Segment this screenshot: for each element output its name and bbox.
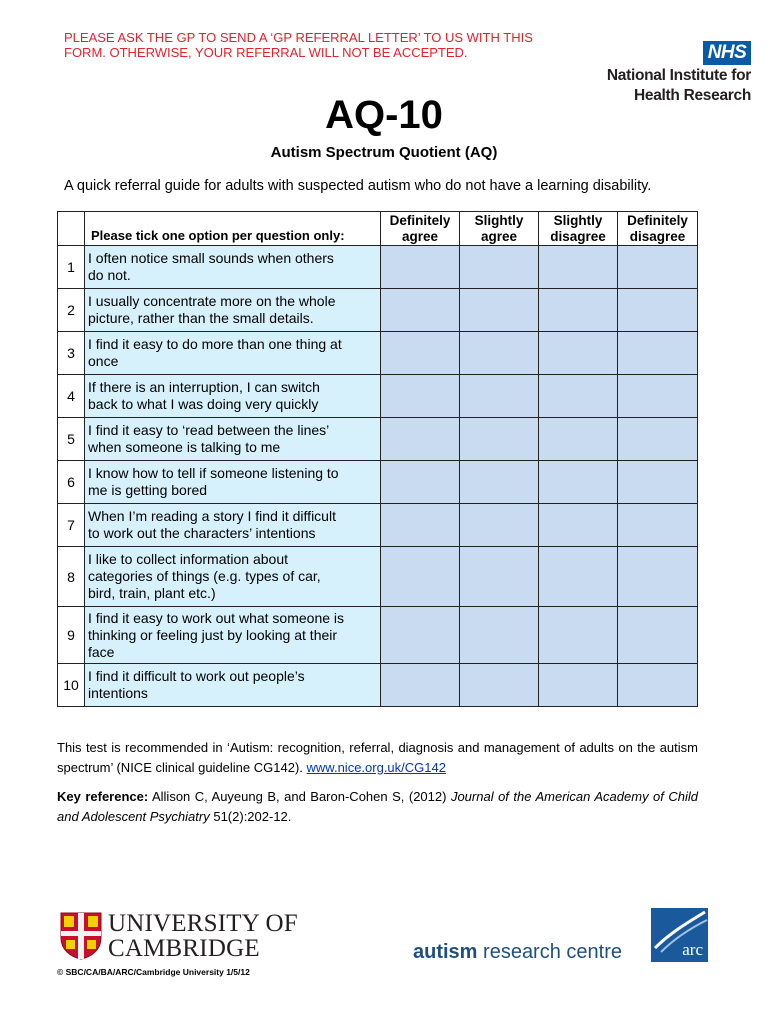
- tick-box-slightly-disagree[interactable]: [539, 547, 618, 607]
- question-text-line: I find it easy to work out what someone is: [88, 609, 345, 626]
- question-text: [85, 332, 381, 375]
- nihr-line-1: National Institute for: [606, 67, 751, 84]
- question-row: [58, 418, 698, 461]
- question-text-line: I find it difficult to work out people’s: [88, 668, 305, 684]
- question-text-line: to work out the characters’ intentions: [88, 525, 316, 541]
- question-text: [85, 289, 381, 332]
- header-option-line: agree: [480, 229, 518, 244]
- tick-box-slightly-agree[interactable]: [460, 664, 539, 707]
- table-header-row: [58, 212, 698, 246]
- cambridge-logo-text: [108, 911, 298, 961]
- tick-box-slightly-disagree[interactable]: [539, 664, 618, 707]
- recommendation-paragraph: [57, 738, 698, 777]
- tick-box-definitely-agree[interactable]: [381, 504, 460, 547]
- question-text-line: me is getting bored: [88, 482, 208, 498]
- tick-box-definitely-agree[interactable]: [381, 664, 460, 707]
- header-option-line: Definitely: [627, 213, 688, 228]
- nhs-logo: NHS: [703, 41, 751, 65]
- tick-box-slightly-disagree[interactable]: [539, 418, 618, 461]
- tick-box-slightly-disagree[interactable]: [539, 332, 618, 375]
- question-number: 1: [58, 246, 85, 289]
- tick-box-definitely-disagree[interactable]: [618, 504, 698, 547]
- tick-box-definitely-agree[interactable]: [381, 289, 460, 332]
- question-text-line: when someone is talking to me: [88, 439, 281, 455]
- question-text-line: If there is an interruption, I can switch: [88, 379, 320, 395]
- tick-box-slightly-agree[interactable]: [460, 547, 539, 607]
- question-number: 9: [58, 607, 85, 664]
- question-number: 3: [58, 332, 85, 375]
- tick-box-slightly-agree[interactable]: [460, 607, 539, 664]
- question-number: 7: [58, 504, 85, 547]
- question-text-line: bird, train, plant etc.): [88, 585, 216, 601]
- tick-box-slightly-agree[interactable]: [460, 375, 539, 418]
- question-text: [85, 664, 381, 707]
- recommendation-text: This test is recommended in ‘Autism: recognition, referral, diagnosis and management of adults on the autism spectrum’ (NICE clinical guideline CG142).: [57, 740, 698, 775]
- question-text-line: I like to collect information about: [88, 551, 288, 567]
- tick-box-definitely-disagree[interactable]: [618, 332, 698, 375]
- arc-text-rest: research centre: [483, 941, 622, 963]
- question-row: [58, 289, 698, 332]
- tick-box-definitely-agree[interactable]: [381, 461, 460, 504]
- tick-box-definitely-disagree[interactable]: [618, 547, 698, 607]
- tick-box-definitely-agree[interactable]: [381, 375, 460, 418]
- tick-box-slightly-disagree[interactable]: [539, 607, 618, 664]
- key-reference-label: Key reference:: [57, 789, 149, 804]
- nice-guideline-link[interactable]: www.nice.org.uk/CG142: [306, 759, 446, 775]
- tick-box-slightly-agree[interactable]: [460, 246, 539, 289]
- question-text-line: categories of things (e.g. types of car,: [88, 568, 321, 584]
- arc-logo-icon: [651, 908, 708, 962]
- question-text-line: picture, rather than the small details.: [88, 310, 314, 326]
- cambridge-line-1: UNIVERSITY OF: [108, 910, 298, 937]
- question-row: [58, 664, 698, 707]
- page-title: AQ-10: [325, 93, 443, 137]
- arc-mark-text: arc: [682, 940, 703, 959]
- question-row: [58, 504, 698, 547]
- tick-box-definitely-agree[interactable]: [381, 547, 460, 607]
- key-reference-authors: Allison C, Auyeung B, and Baron-Cohen S, (2012): [151, 789, 447, 804]
- header-option-line: Slightly: [553, 213, 603, 228]
- question-text-line: once: [88, 353, 119, 369]
- tick-box-definitely-disagree[interactable]: [618, 664, 698, 707]
- tick-box-slightly-agree[interactable]: [460, 504, 539, 547]
- tick-box-slightly-agree[interactable]: [460, 418, 539, 461]
- tick-box-definitely-agree[interactable]: [381, 332, 460, 375]
- tick-box-slightly-agree[interactable]: [460, 289, 539, 332]
- tick-box-slightly-disagree[interactable]: [539, 375, 618, 418]
- tick-box-slightly-disagree[interactable]: [539, 504, 618, 547]
- header-option-line: disagree: [629, 229, 686, 244]
- key-reference-journal: Journal of the American Academy of Child and Adolescent Psychiatry: [57, 789, 699, 824]
- header-option-line: disagree: [550, 229, 606, 244]
- question-text: [85, 504, 381, 547]
- warning-line-1: PLEASE ASK THE GP TO SEND A ‘GP REFERRAL LETTER’ TO US WITH THIS: [64, 30, 533, 45]
- question-text-line: back to what I was doing very quickly: [88, 396, 319, 412]
- header-option-line: agree: [401, 229, 439, 244]
- question-row: [58, 607, 698, 664]
- question-text-line: I usually concentrate more on the whole: [88, 293, 336, 309]
- question-text-line: face: [88, 643, 115, 660]
- question-text-line: I find it easy to ‘read between the lines’: [88, 422, 330, 438]
- question-row: [58, 461, 698, 504]
- questionnaire-table: [57, 211, 698, 707]
- arc-text-bold: autism: [413, 941, 478, 963]
- question-text-line: do not.: [88, 267, 131, 283]
- question-text: [85, 246, 381, 289]
- warning-line-2: FORM. OTHERWISE, YOUR REFERRAL WILL NOT BE ACCEPTED.: [64, 45, 468, 60]
- question-text: [85, 547, 381, 607]
- tick-box-definitely-disagree[interactable]: [618, 461, 698, 504]
- tick-box-slightly-agree[interactable]: [460, 332, 539, 375]
- header-option-line: Slightly: [474, 213, 524, 228]
- tick-box-slightly-disagree[interactable]: [539, 246, 618, 289]
- question-text-line: I often notice small sounds when others: [88, 250, 334, 266]
- question-row: [58, 375, 698, 418]
- tick-box-definitely-disagree[interactable]: [618, 289, 698, 332]
- question-number: 2: [58, 289, 85, 332]
- referral-warning: [64, 30, 584, 60]
- copyright-text: © SBC/CA/BA/ARC/Cambridge University 1/5/12: [57, 967, 250, 977]
- header-slightly-agree: [460, 212, 539, 246]
- tick-box-definitely-agree[interactable]: [381, 418, 460, 461]
- question-row: [58, 547, 698, 607]
- question-number: 6: [58, 461, 85, 504]
- intro-text: A quick referral guide for adults with suspected autism who do not have a learning disability.: [64, 178, 652, 194]
- question-text-line: I find it easy to do more than one thing at: [88, 336, 342, 352]
- key-reference-citation: 51(2):202-12.: [213, 808, 292, 824]
- cambridge-shield-icon: [60, 912, 102, 960]
- page-subtitle: Autism Spectrum Quotient (AQ): [270, 144, 498, 161]
- question-text: [85, 418, 381, 461]
- question-number: 10: [58, 664, 85, 707]
- header-definitely-agree: [381, 212, 460, 246]
- tick-box-definitely-agree[interactable]: [381, 607, 460, 664]
- question-text-line: intentions: [88, 685, 148, 701]
- question-text: [85, 375, 381, 418]
- arc-logo-text: [413, 939, 622, 965]
- question-text-line: When I’m reading a story I find it difficult: [88, 508, 336, 524]
- question-row: [58, 246, 698, 289]
- question-row: [58, 332, 698, 375]
- header-definitely-disagree: [618, 212, 698, 246]
- tick-box-definitely-disagree[interactable]: [618, 607, 698, 664]
- header-number-cell: [58, 212, 85, 246]
- question-number: 5: [58, 418, 85, 461]
- key-reference-paragraph: [57, 787, 698, 826]
- tick-box-definitely-disagree[interactable]: [618, 418, 698, 461]
- tick-box-slightly-disagree[interactable]: [539, 289, 618, 332]
- header-instruction: Please tick one option per question only:: [85, 212, 381, 246]
- header-option-line: Definitely: [389, 213, 451, 228]
- tick-box-definitely-disagree[interactable]: [618, 375, 698, 418]
- tick-box-definitely-agree[interactable]: [381, 246, 460, 289]
- question-rows: [58, 246, 698, 707]
- question-text: [85, 607, 381, 664]
- cambridge-line-2: CAMBRIDGE: [108, 935, 260, 962]
- question-number: 4: [58, 375, 85, 418]
- tick-box-slightly-agree[interactable]: [460, 461, 539, 504]
- question-text: [85, 461, 381, 504]
- tick-box-slightly-disagree[interactable]: [539, 461, 618, 504]
- tick-box-definitely-disagree[interactable]: [618, 246, 698, 289]
- nihr-line-2: Health Research: [634, 87, 751, 104]
- header-slightly-disagree: [539, 212, 618, 246]
- question-number: 8: [58, 547, 85, 607]
- question-text-line: thinking or feeling just by looking at their: [88, 626, 338, 643]
- question-text-line: I know how to tell if someone listening to: [88, 465, 339, 481]
